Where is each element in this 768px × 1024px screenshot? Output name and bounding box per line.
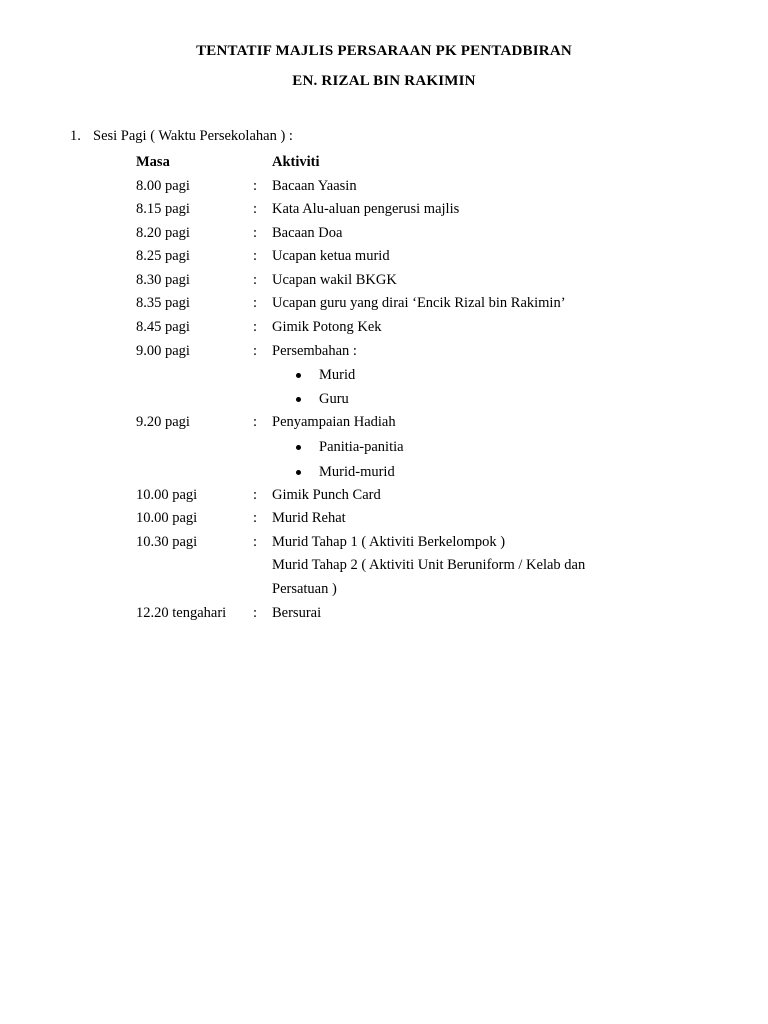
list-item	[0, 388, 768, 410]
schedule-row	[0, 340, 768, 362]
schedule-row	[0, 245, 768, 267]
row-activity: Bacaan Yaasin	[272, 178, 357, 194]
row-activity: Ucapan wakil BKGK	[272, 272, 397, 288]
list-item-label: Murid	[319, 367, 356, 383]
schedule-row	[0, 316, 768, 338]
row-time: 9.20 pagi	[136, 414, 190, 430]
header-aktiviti: Aktiviti	[272, 154, 320, 170]
row-time: 8.00 pagi	[136, 178, 190, 194]
header-masa: Masa	[136, 154, 170, 170]
row-activity: Bacaan Doa	[272, 225, 343, 241]
bullet-icon	[296, 445, 301, 450]
schedule-row	[0, 222, 768, 244]
schedule-row	[0, 175, 768, 197]
row-separator: :	[253, 510, 258, 526]
row-time: 10.30 pagi	[136, 534, 198, 550]
row-separator: :	[253, 605, 258, 621]
row-time: 9.00 pagi	[136, 343, 190, 359]
schedule-row	[0, 292, 768, 314]
row-time: 12.20 tengahari	[136, 605, 227, 621]
row-activity: Penyampaian Hadiah	[272, 414, 396, 430]
row-separator: :	[253, 201, 258, 217]
document-title: TENTATIF MAJLIS PERSARAAN PK PENTADBIRAN	[196, 43, 572, 59]
schedule-row	[0, 411, 768, 433]
section-heading	[70, 128, 293, 145]
row-time: 8.20 pagi	[136, 225, 190, 241]
schedule-row	[0, 484, 768, 506]
schedule-row	[0, 269, 768, 291]
row-separator: :	[253, 414, 258, 430]
row-activity-continuation: Murid Tahap 2 ( Aktiviti Unit Beruniform / Kelab dan	[272, 557, 586, 573]
row-activity: Murid Rehat	[272, 510, 346, 526]
document-subtitle: EN. RIZAL BIN RAKIMIN	[292, 73, 476, 89]
row-separator: :	[253, 272, 258, 288]
row-separator: :	[253, 343, 258, 359]
row-time: 8.30 pagi	[136, 272, 190, 288]
row-time: 10.00 pagi	[136, 510, 198, 526]
row-activity: Bersurai	[272, 605, 322, 621]
row-time: 8.35 pagi	[136, 295, 190, 311]
bullet-icon	[296, 470, 301, 475]
row-time: 8.25 pagi	[136, 248, 190, 264]
row-time: 8.45 pagi	[136, 319, 190, 335]
row-separator: :	[253, 534, 258, 550]
bullet-icon	[296, 397, 301, 402]
row-separator: :	[253, 319, 258, 335]
row-activity: Persembahan :	[272, 343, 357, 359]
row-separator: :	[253, 487, 258, 503]
row-separator: :	[253, 225, 258, 241]
row-time: 10.00 pagi	[136, 487, 198, 503]
list-item-label: Guru	[319, 391, 349, 407]
row-activity: Ucapan ketua murid	[272, 248, 390, 264]
row-time: 8.15 pagi	[136, 201, 190, 217]
row-activity-continuation: Persatuan )	[272, 581, 337, 597]
bullet-icon	[296, 373, 301, 378]
schedule-row	[0, 198, 768, 220]
section-number: 1.	[70, 128, 81, 144]
list-item	[0, 461, 768, 483]
list-item	[0, 436, 768, 458]
row-separator: :	[253, 178, 258, 194]
schedule-row	[0, 531, 768, 553]
list-item-label: Murid-murid	[319, 464, 395, 480]
row-activity: Kata Alu-aluan pengerusi majlis	[272, 201, 460, 217]
list-item	[0, 364, 768, 386]
schedule-row	[0, 507, 768, 529]
row-activity: Gimik Potong Kek	[272, 319, 382, 335]
row-activity: Gimik Punch Card	[272, 487, 381, 503]
row-separator: :	[253, 248, 258, 264]
schedule-row	[0, 602, 768, 624]
row-activity: Ucapan guru yang dirai ‘Encik Rizal bin Rakimin’	[272, 295, 566, 311]
section-label: Sesi Pagi ( Waktu Persekolahan ) :	[93, 128, 293, 144]
row-separator: :	[253, 295, 258, 311]
list-item-label: Panitia-panitia	[319, 439, 404, 455]
row-activity: Murid Tahap 1 ( Aktiviti Berkelompok )	[272, 534, 506, 550]
